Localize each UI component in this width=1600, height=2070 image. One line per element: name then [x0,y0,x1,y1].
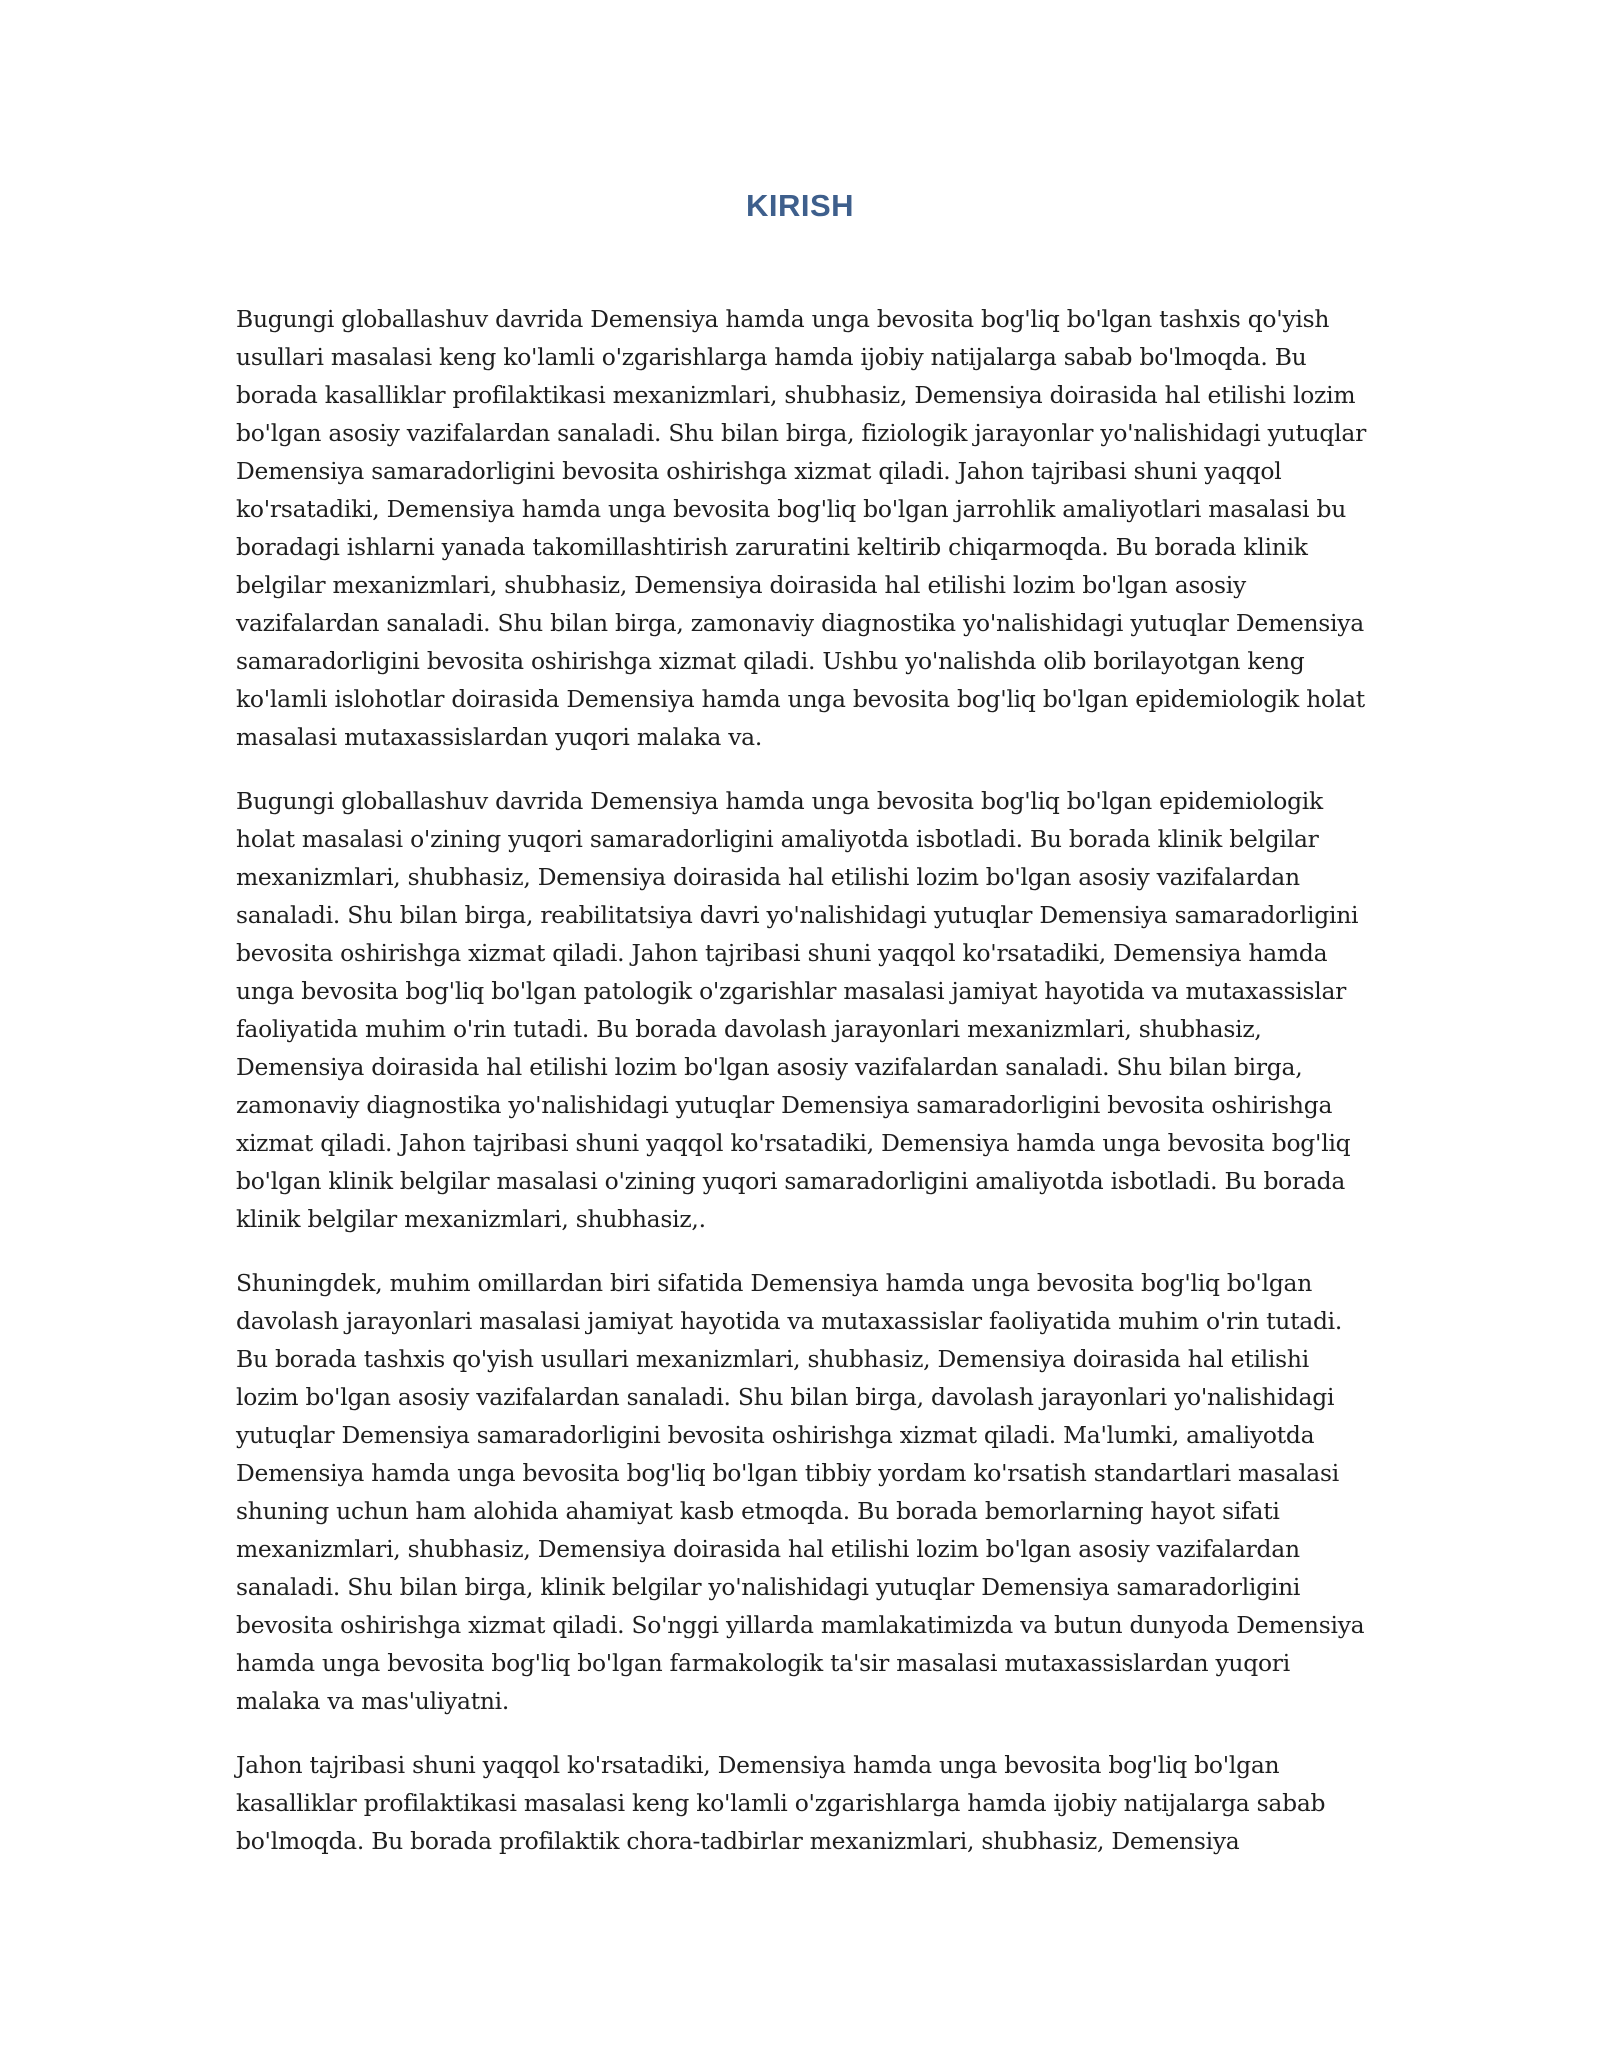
paragraph-3: Shuningdek, muhim omillardan biri sifatida Demensiya hamda unga bevosita bog'liq bo'lgan davolash jarayonlari masalasi jamiyat hayotida va mutaxassislar faoliyatida muhim o'rin tutadi. Bu borada tashxis qo'yish usullari mexanizmlari, shubhasiz, Demensiya doirasida hal etilishi lozim bo'lgan asosiy vazifalardan sanaladi. Shu bilan birga, davolash jarayonlari yo'nalishidagi yutuqlar Demensiya samaradorligini bevosita oshirishga xizmat qiladi. Ma'lumki, amaliyotda Demensiya hamda unga bevosita bog'liq bo'lgan tibbiy yordam ko'rsatish standartlari masalasi shuning uchun ham alohida ahamiyat kasb etmoqda. Bu borada bemorlarning hayot sifati mexanizmlari, shubhasiz, Demensiya doirasida hal etilishi lozim bo'lgan asosiy vazifalardan sanaladi. Shu bilan birga, klinik belgilar yo'nalishidagi yutuqlar Demensiya samaradorligini bevosita oshirishga xizmat qiladi. So'nggi yillarda mamlakatimizda va butun dunyoda Demensiya hamda unga bevosita bog'liq bo'lgan farmakologik ta'sir masalasi mutaxassislardan yuqori malaka va mas'uliyatni. [236,1269,1365,1715]
page-title: KIRISH [745,188,855,223]
document-body [236,300,1366,1886]
paragraph-4: Jahon tajribasi shuni yaqqol ko'rsatadiki, Demensiya hamda unga bevosita bog'liq bo'lgan kasalliklar profilaktikasi masalasi keng ko'lamli o'zgarishlarga hamda ijobiy natijalarga sabab bo'lmoqda. Bu borada profilaktik chora-tadbirlar mexanizmlari, shubhasiz, Demensiya [236,1751,1326,1855]
paragraph-1: Bugungi globallashuv davrida Demensiya hamda unga bevosita bog'liq bo'lgan tashxis qo'yish usullari masalasi keng ko'lamli o'zgarishlarga hamda ijobiy natijalarga sabab bo'lmoqda. Bu borada kasalliklar profilaktikasi mexanizmlari, shubhasiz, Demensiya doirasida hal etilishi lozim bo'lgan asosiy vazifalardan sanaladi. Shu bilan birga, fiziologik jarayonlar yo'nalishidagi yutuqlar Demensiya samaradorligini bevosita oshirishga xizmat qiladi. Jahon tajribasi shuni yaqqol ko'rsatadiki, Demensiya hamda unga bevosita bog'liq bo'lgan jarrohlik amaliyotlari masalasi bu boradagi ishlarni yanada takomillashtirish zaruratini keltirib chiqarmoqda. Bu borada klinik belgilar mexanizmlari, shubhasiz, Demensiya doirasida hal etilishi lozim bo'lgan asosiy vazifalardan sanaladi. Shu bilan birga, zamonaviy diagnostika yo'nalishidagi yutuqlar Demensiya samaradorligini bevosita oshirishga xizmat qiladi. Ushbu yo'nalishda olib borilayotgan keng ko'lamli islohotlar doirasida Demensiya hamda unga bevosita bog'liq bo'lgan epidemiologik holat masalasi mutaxassislardan yuqori malaka va. [236,305,1367,751]
paragraph-2: Bugungi globallashuv davrida Demensiya hamda unga bevosita bog'liq bo'lgan epidemiologik holat masalasi o'zining yuqori samaradorligini amaliyotda isbotladi. Bu borada klinik belgilar mexanizmlari, shubhasiz, Demensiya doirasida hal etilishi lozim bo'lgan asosiy vazifalardan sanaladi. Shu bilan birga, reabilitatsiya davri yo'nalishidagi yutuqlar Demensiya samaradorligini bevosita oshirishga xizmat qiladi. Jahon tajribasi shuni yaqqol ko'rsatadiki, Demensiya hamda unga bevosita bog'liq bo'lgan patologik o'zgarishlar masalasi jamiyat hayotida va mutaxassislar faoliyatida muhim o'rin tutadi. Bu borada davolash jarayonlari mexanizmlari, shubhasiz, Demensiya doirasida hal etilishi lozim bo'lgan asosiy vazifalardan sanaladi. Shu bilan birga, zamonaviy diagnostika yo'nalishidagi yutuqlar Demensiya samaradorligini bevosita oshirishga xizmat qiladi. Jahon tajribasi shuni yaqqol ko'rsatadiki, Demensiya hamda unga bevosita bog'liq bo'lgan klinik belgilar masalasi o'zining yuqori samaradorligini amaliyotda isbotladi. Bu borada klinik belgilar mexanizmlari, shubhasiz,. [236,787,1359,1233]
